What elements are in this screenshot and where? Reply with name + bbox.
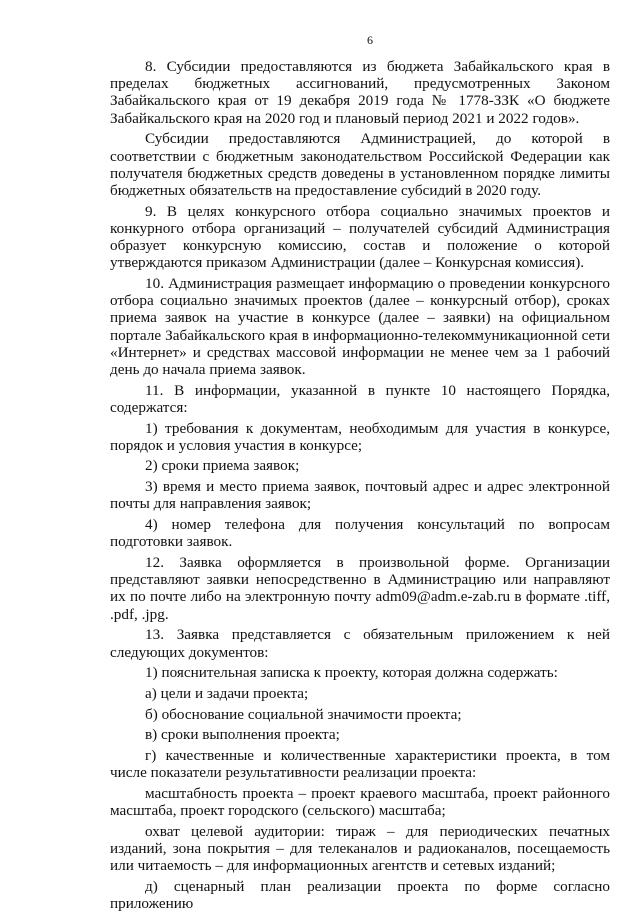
list-item-13-d: д) сценарный план реализации проекта по форме согласно приложению bbox=[110, 877, 610, 913]
paragraph-8: 8. Субсидии предоставляются из бюджета Забайкальского края в пределах бюджетных ассигнований, предусмотренных Законом Забайкальского края от 19 декабря 2019 года № 1778-ЗЗК «О бюджете Забайкальского края на 2020 год и плановый период 2021 и 2022 годов». bbox=[110, 58, 610, 127]
list-item-11-3: 3) время и место приема заявок, почтовый адрес и адрес электронной почты для направления заявок; bbox=[110, 478, 610, 513]
paragraph-9: 9. В целях конкурсного отбора социально значимых проектов и конкурного отбора организаций – получателей субсидий Администрация образует конкурсную комиссию, состав и положение о которой утверждаются приказом Администрации (далее – Конкурсная комиссия). bbox=[110, 202, 610, 272]
page-number: 6 bbox=[367, 33, 373, 47]
paragraph-8-continuation: Субсидии предоставляются Администрацией, до которой в соответствии с бюджетным законодательством Российской Федерации как получателя бюджетных средств доведены в установленном порядке лимиты бюджетных обязательств на предоставление субсидий в 2020 году. bbox=[110, 130, 610, 199]
list-item-11-2: 2) сроки приема заявок; bbox=[145, 457, 300, 475]
list-item-13-1: 1) пояснительная записка к проекту, которая должна содержать: bbox=[145, 664, 558, 682]
list-item-13-v: в) сроки выполнения проекта; bbox=[145, 726, 340, 744]
document-page bbox=[110, 0, 610, 913]
list-item-scale: масштабность проекта – проект краевого масштаба, проект районного масштаба, проект городского (сельского) масштаба; bbox=[110, 784, 610, 820]
list-item-11-1: 1) требования к документам, необходимым для участия в конкурсе, порядок и условия участия в конкурсе; bbox=[110, 419, 610, 454]
paragraph-12: 12. Заявка оформляется в произвольной форме. Организации представляют заявки непосредственно в Администрацию или направляют их по почте либо на электронную почту adm09@adm.e-zab.ru в формате .tiff, .pdf, .jpg. bbox=[110, 553, 610, 623]
list-item-11-4: 4) номер телефона для получения консультаций по вопросам подготовки заявок. bbox=[110, 516, 610, 551]
paragraph-11: 11. В информации, указанной в пункте 10 настоящего Порядка, содержатся: bbox=[110, 381, 610, 416]
list-item-audience: охват целевой аудитории: тираж – для периодических печатных изданий, зона покрытия – для телеканалов и радиоканалов, посещаемость или читаемость – для информационных агентств и сетевых изданий; bbox=[110, 822, 610, 875]
list-item-13-a: а) цели и задачи проекта; bbox=[145, 684, 309, 702]
paragraph-13: 13. Заявка представляется с обязательным приложением к ней следующих документов: bbox=[110, 626, 610, 661]
paragraph-10: 10. Администрация размещает информацию о проведении конкурсного отбора социально значимых проектов (далее – конкурсный отбор), сроках приема заявок на участие в конкурсе (далее – заявки) на официальном портале Забайкальского края в информационно-телекоммуникационной сети «Интернет» и средствах массовой информации не менее чем за 1 рабочий день до начала приема заявок. bbox=[110, 274, 610, 378]
document-body bbox=[110, 58, 610, 916]
list-item-13-b: б) обоснование социальной значимости проекта; bbox=[145, 705, 462, 723]
list-item-13-g: г) качественные и количественные характеристики проекта, в том числе показатели результативности реализации проекта: bbox=[110, 747, 610, 782]
